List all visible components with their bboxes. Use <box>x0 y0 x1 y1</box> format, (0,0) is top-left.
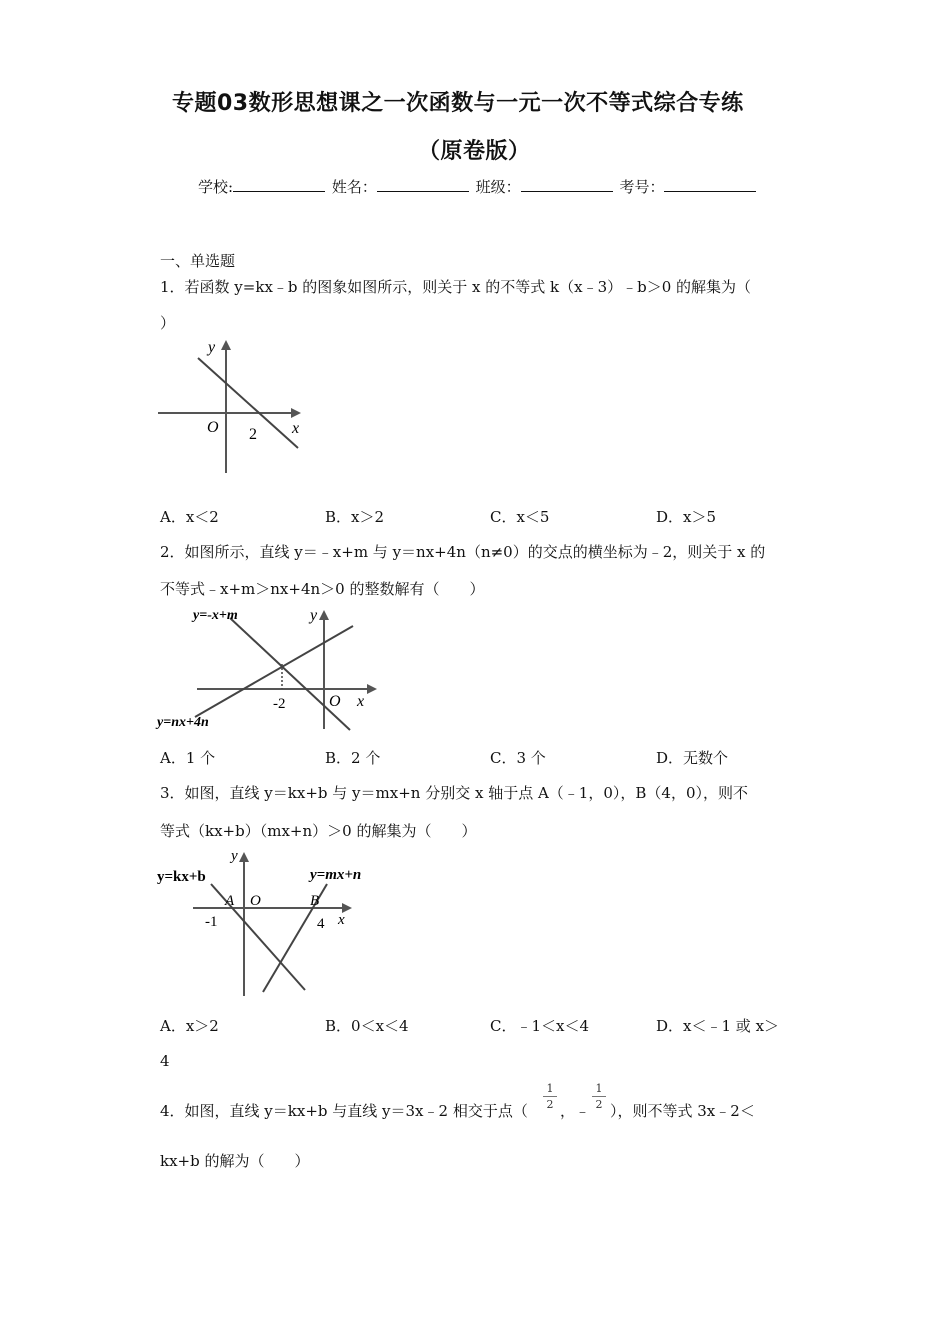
q3-label-line1: y=kx+b <box>157 869 206 885</box>
q3-y-label: y <box>231 848 238 864</box>
q3-x-label: x <box>338 912 345 928</box>
q3-option-b[interactable]: B．0＜x＜4 <box>325 1017 409 1035</box>
q2-option-c[interactable]: C．3 个 <box>490 749 546 767</box>
q3-figure <box>155 844 385 999</box>
q1-tick-2: 2 <box>249 426 257 443</box>
q3-label-line2: y=mx+n <box>310 867 362 883</box>
section-heading: 一、单选题 <box>160 252 236 270</box>
q4-frac2-bar <box>592 1096 606 1097</box>
student-info-line <box>198 176 758 197</box>
q2-y-arrow <box>319 610 329 620</box>
q4-line1-part-a: 4．如图，直线 y＝kx+b 与直线 y＝3x﹣2 相交于点（ <box>160 1102 528 1120</box>
q1-option-a[interactable]: A．x＜2 <box>160 508 219 526</box>
q4-fraction-1 <box>543 1082 557 1111</box>
q4-line1-part-b: ），则不等式 3x﹣2＜ <box>610 1102 755 1120</box>
q3-option-a[interactable]: A．x＞2 <box>160 1017 219 1035</box>
q4-frac1-bar <box>543 1096 557 1097</box>
q2-x-label: x <box>357 693 365 710</box>
q2-y-label: y <box>310 607 318 624</box>
q3-point-a: A <box>225 893 235 909</box>
q3-line2: 等式（kx+b）（mx+n）＞0 的解集为（ ） <box>160 822 477 840</box>
q1-option-d[interactable]: D．x＞5 <box>656 508 717 526</box>
class-blank[interactable] <box>521 177 613 192</box>
q1-option-b[interactable]: B．x＞2 <box>325 508 385 526</box>
q4-frac1-den: 2 <box>546 1098 554 1111</box>
q1-y-arrow <box>221 340 231 350</box>
q2-line2: 不等式﹣x+m＞nx+4n＞0 的整数解有（ ） <box>160 580 485 598</box>
page-title-line2: （原卷版） <box>418 139 531 164</box>
q2-line1: 2．如图所示，直线 y＝﹣x+m 与 y＝nx+4n（n≠0）的交点的横坐标为﹣2，则关于 x 的 <box>160 543 766 561</box>
q4-frac1-num: 1 <box>546 1082 554 1095</box>
id-label: 考号： <box>619 178 665 196</box>
q3-point-b: B <box>310 893 320 909</box>
q3-option-d[interactable]: D．x＜﹣1 或 x＞ <box>656 1017 780 1035</box>
q2-x-arrow <box>367 684 377 694</box>
q3-option-d-wrap: 4 <box>160 1052 170 1070</box>
id-blank[interactable] <box>664 177 756 192</box>
q4-frac2-num: 1 <box>595 1082 603 1095</box>
q3-origin-label: O <box>250 893 261 909</box>
q4-line2: kx+b 的解为（ ） <box>160 1152 310 1170</box>
name-blank[interactable] <box>377 177 469 192</box>
class-label: 班级： <box>475 178 521 196</box>
q1-y-label: y <box>208 339 216 356</box>
q1-option-c[interactable]: C．x＜5 <box>490 508 550 526</box>
q2-tick-neg2: -2 <box>273 696 286 712</box>
q2-line-neg-x-plus-m <box>230 618 350 730</box>
q2-option-d[interactable]: D．无数个 <box>656 749 729 767</box>
page-title-line1: 专题03数形思想课之一次函数与一元一次不等式综合专练 <box>172 91 744 116</box>
name-label: 姓名： <box>331 178 377 196</box>
q1-line2: ） <box>160 314 176 332</box>
q1-origin-label: O <box>207 419 219 436</box>
q2-figure <box>155 602 385 732</box>
q3-line1: 3．如图，直线 y＝kx+b 与 y＝mx+n 分别交 x 轴于点 A（﹣1，0），B（4，0），则不 <box>160 784 748 802</box>
q2-option-a[interactable]: A．1 个 <box>160 749 216 767</box>
q4-fraction-2 <box>592 1082 606 1111</box>
q1-x-arrow <box>291 408 301 418</box>
q2-label-line2: y=nx+4n <box>157 715 209 730</box>
q4-frac2-den: 2 <box>595 1098 603 1111</box>
q3-option-c[interactable]: C．﹣1＜x＜4 <box>490 1017 590 1035</box>
school-blank[interactable] <box>233 177 325 192</box>
q1-x-label: x <box>292 420 300 437</box>
q4-line1-sep: ，﹣ <box>560 1102 591 1120</box>
q1-figure <box>155 336 305 476</box>
q1-line1: 1．若函数 y=kx﹣b 的图象如图所示，则关于 x 的不等式 k（x﹣3）﹣b＞0 的解集为（ <box>160 278 752 296</box>
school-label: 学校: <box>198 178 234 196</box>
q2-option-b[interactable]: B．2 个 <box>325 749 381 767</box>
q3-tick-4: 4 <box>317 916 325 932</box>
q3-y-arrow <box>239 852 249 862</box>
q2-origin-label: O <box>329 693 341 710</box>
q2-label-line1: y=-x+m <box>193 608 238 623</box>
q3-tick-neg1: -1 <box>205 914 218 930</box>
